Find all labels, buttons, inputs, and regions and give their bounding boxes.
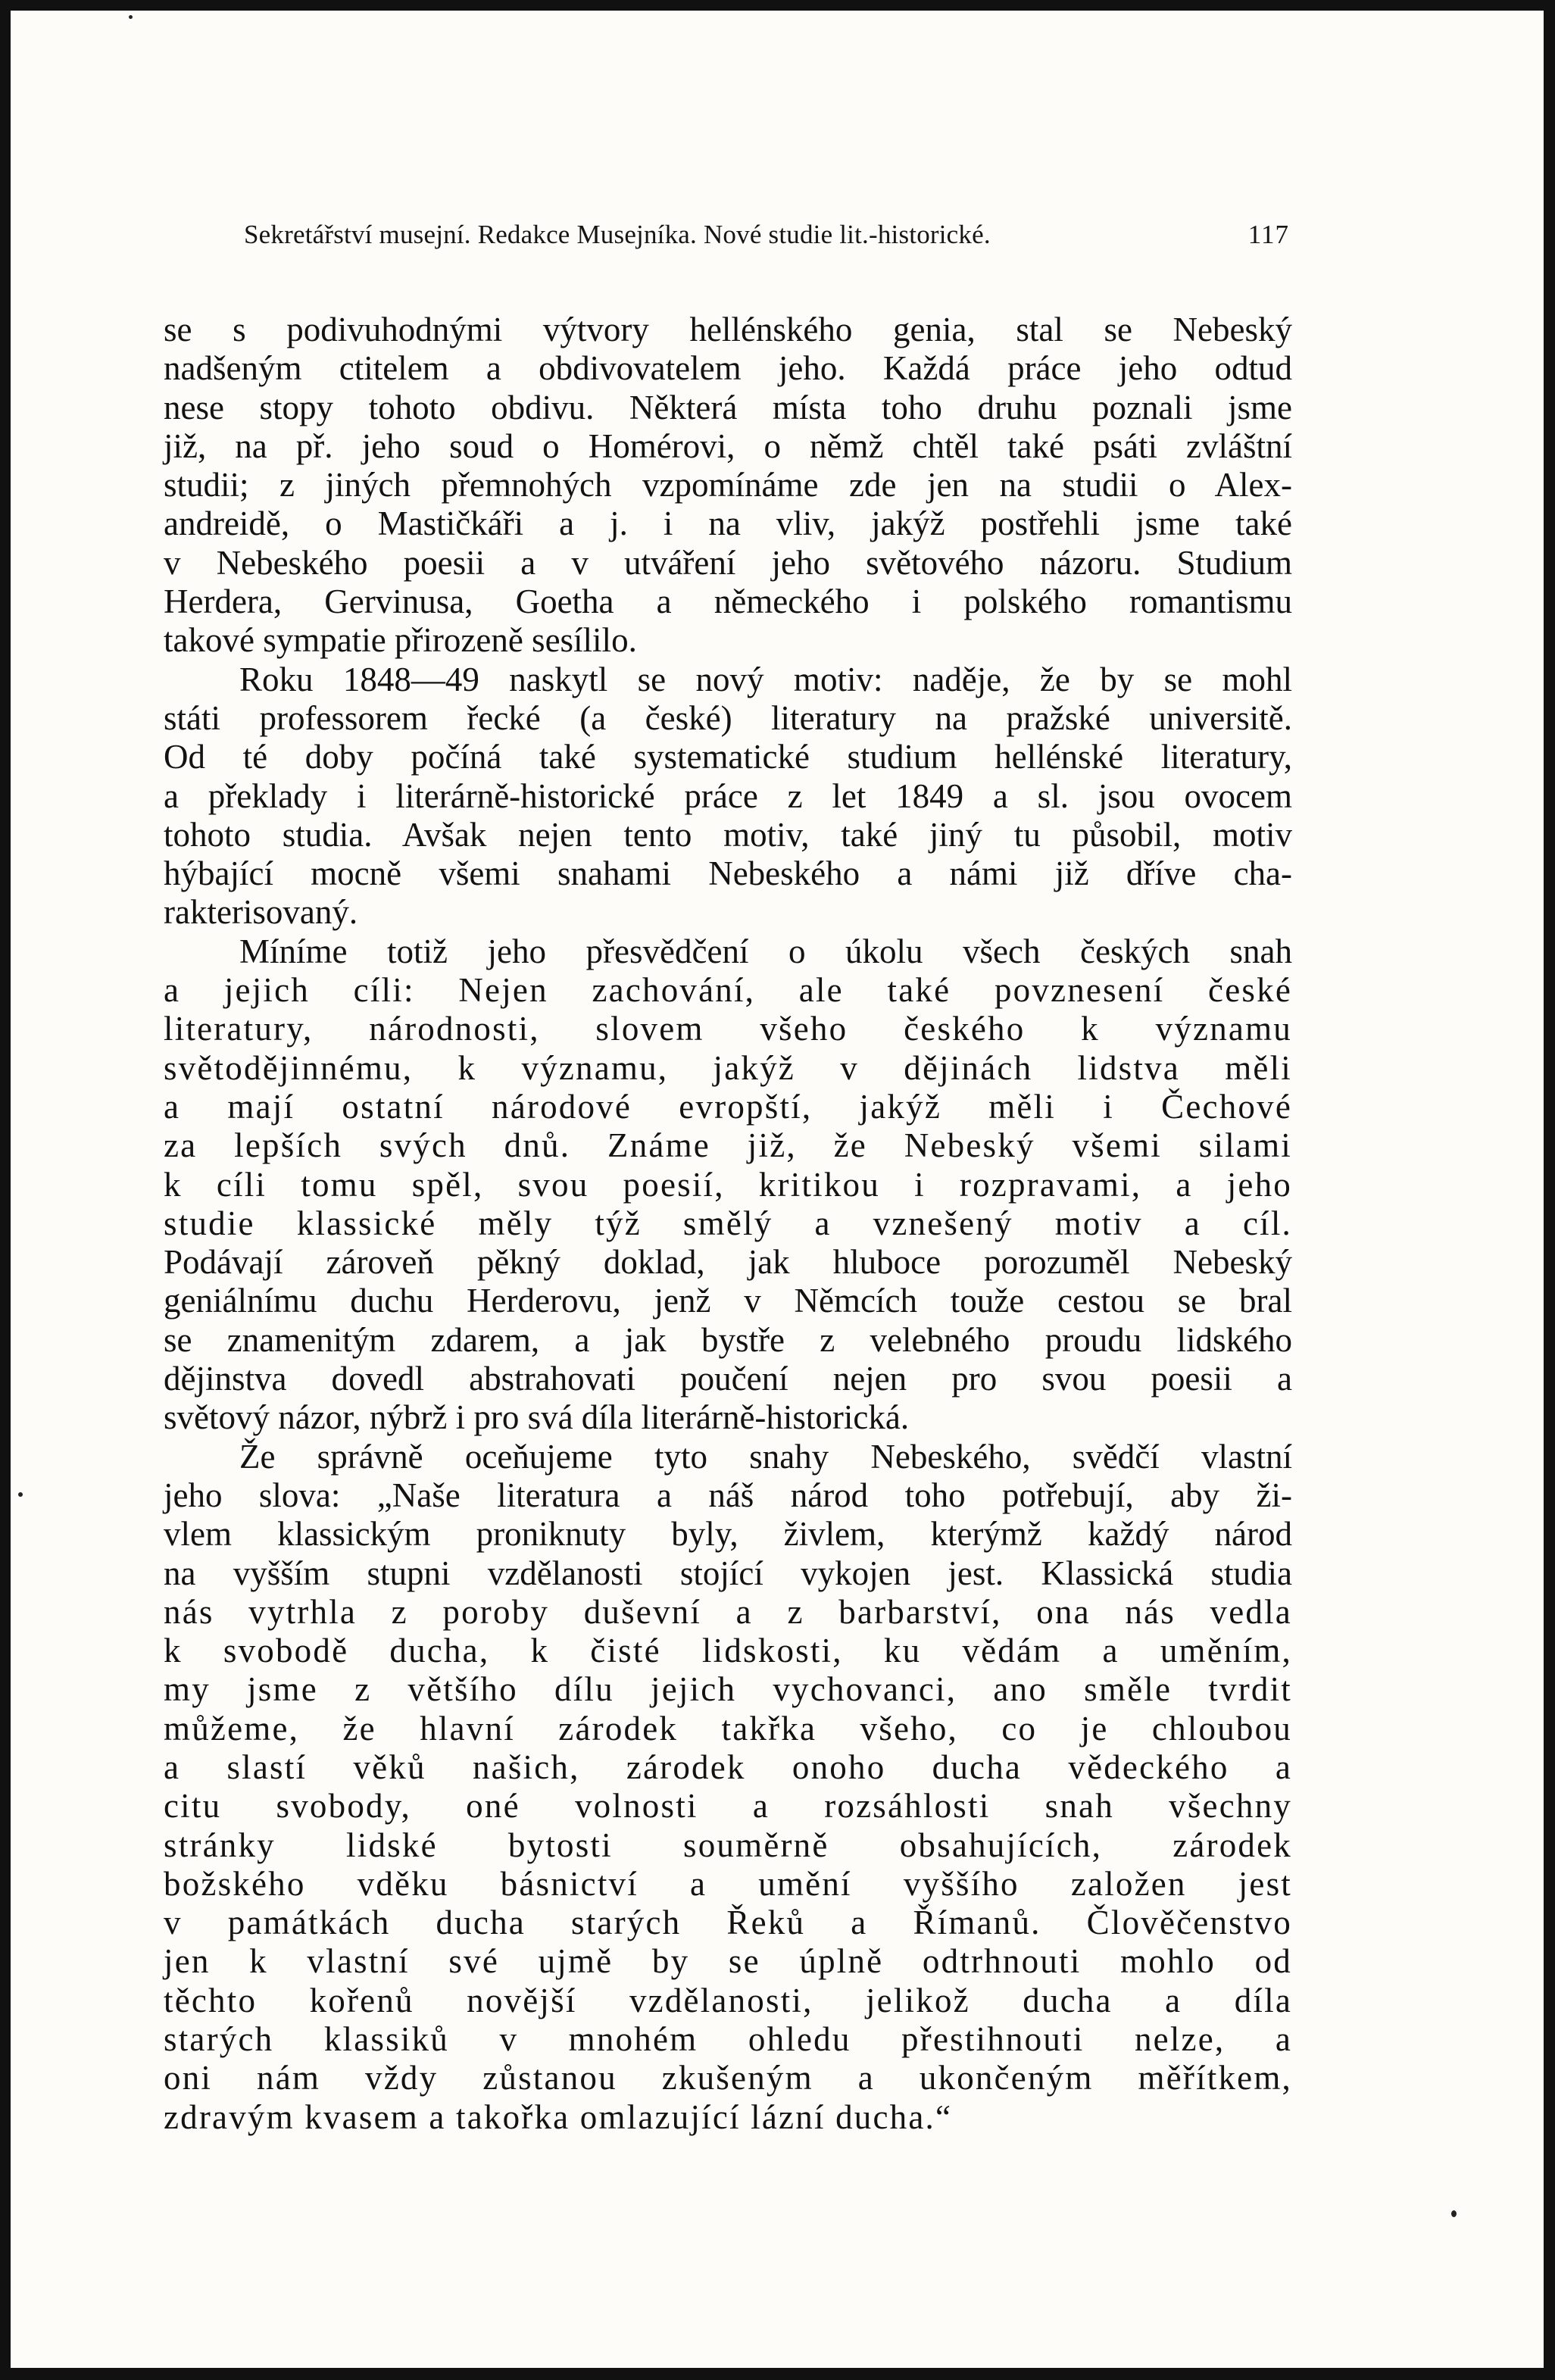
text-line: na vyšším stupni vzdělanosti stojící vykojen jest. Klassická studia [164, 1554, 1292, 1592]
text-line: světodějinnému, k významu, jakýž v dějinách lidstva měli [164, 1048, 1292, 1087]
text-line: státi professorem řecké (a české) literatury na pražské universitě. [164, 698, 1292, 737]
text-line: hýbající mocně všemi snahami Nebeského a námi již dříve cha- [164, 854, 1292, 893]
scan-speck [1451, 2210, 1457, 2217]
text-line: v památkách ducha starých Řeků a Římanů. Člověčenstvo [164, 1904, 1292, 1942]
text-line: k svobodě ducha, k čisté lidskosti, ku vědám a uměním, [164, 1632, 1292, 1670]
text-line: Že správně oceňujeme tyto snahy Nebeského, svědčí vlastní [239, 1437, 1292, 1476]
text-line: my jsme z většího dílu jejich vychovanci, ano směle tvrdit [164, 1670, 1292, 1709]
text-line: Roku 1848—49 naskytl se nový motiv: naděje, že by se mohl [239, 660, 1292, 698]
text-line: studii; z jiných přemnohých vzpomínáme zde jen na studii o Alex- [164, 466, 1292, 504]
paragraph-2 [164, 661, 1292, 932]
text-line: starých klassiků v mnohém ohledu přestihnouti nelze, a [164, 2020, 1292, 2059]
body-text [164, 311, 1292, 2137]
text-line: rakterisovaný. [164, 893, 358, 932]
text-line: dějinstva dovedl abstrahovati poučení nejen pro svou poesii a [164, 1360, 1292, 1398]
running-head [244, 220, 1289, 258]
text-line: geniálnímu duchu Herderovu, jenž v Němcích touže cestou se bral [164, 1282, 1292, 1320]
text-line: andreidě, o Mastičkáři a j. i na vliv, jakýž postřehli jsme také [164, 504, 1292, 543]
text-line: za lepších svých dnů. Známe již, že Nebeský všemi silami [164, 1126, 1292, 1165]
text-line: a mají ostatní národové evropští, jakýž měli i Čechové [164, 1087, 1292, 1126]
text-line: těchto kořenů novější vzdělanosti, jelikož ducha a díla [164, 1981, 1292, 2019]
text-line: a slastí věků našich, zárodek onoho ducha vědeckého a [164, 1748, 1292, 1786]
text-line: Míníme totiž jeho přesvědčení o úkolu všech českých snah [239, 932, 1292, 970]
scan-speck [129, 15, 133, 19]
paragraph-1 [164, 311, 1292, 661]
paragraph-4 [164, 1438, 1292, 2137]
text-line: nadšeným ctitelem a obdivovatelem jeho. Každá práce jeho odtud [164, 349, 1292, 388]
text-line: stránky lidské bytosti souměrně obsahujících, zárodek [164, 1826, 1292, 1864]
text-line: se znamenitým zdarem, a jak bystře z velebného proudu lidského [164, 1320, 1292, 1359]
text-line: a jejich cíli: Nejen zachování, ale také povznesení české [164, 971, 1292, 1010]
text-line: a překlady i literárně-historické práce z let 1849 a sl. jsou ovocem [164, 776, 1292, 815]
text-line: již, na př. jeho soud o Homérovi, o němž chtěl také psáti zvláštní [164, 426, 1292, 465]
text-line: jen k vlastní své ujmě by se úplně odtrhnouti mohlo od [164, 1942, 1292, 1981]
text-line: se s podivuhodnými výtvory hellénského genia, stal se Nebeský [164, 311, 1292, 348]
text-line: světový názor, nýbrž i pro svá díla literárně-historická. [164, 1398, 910, 1437]
scan-speck [18, 1492, 23, 1497]
text-line: Od té doby počíná také systematické studium hellénské literatury, [164, 738, 1292, 776]
text-line: Herdera, Gervinusa, Goetha a německého i polského romantismu [164, 583, 1292, 621]
page-number: 117 [1247, 220, 1289, 249]
running-head-title: Sekretářství musejní. Redakce Musejníka. Nové studie lit.-historické. [244, 220, 991, 249]
text-line: můžeme, že hlavní zárodek takřka všeho, co je chloubou [164, 1709, 1292, 1748]
paragraph-3 [164, 932, 1292, 1438]
text-line: takové sympatie přirozeně sesílilo. [164, 621, 637, 660]
text-line: Podávají zároveň pěkný doklad, jak hluboce porozuměl Nebeský [164, 1243, 1292, 1282]
text-line: nese stopy tohoto obdivu. Některá místa toho druhu poznali jsme [164, 388, 1292, 426]
text-line: k cíli tomu spěl, svou poesií, kritikou i rozpravami, a jeho [164, 1165, 1292, 1204]
text-line: zdravým kvasem a takořka omlazující lázní ducha.“ [164, 2097, 953, 2136]
text-line: nás vytrhla z poroby duševní a z barbarství, ona nás vedla [164, 1592, 1292, 1631]
text-line: jeho slova: „Naše literatura a náš národ toho potřebují, aby ži- [164, 1476, 1292, 1514]
text-line: oni nám vždy zůstanou zkušeným a ukončeným měřítkem, [164, 2059, 1292, 2097]
text-line: tohoto studia. Avšak nejen tento motiv, také jiný tu působil, motiv [164, 815, 1292, 854]
text-line: božského vděku básnictví a umění vyššího založen jest [164, 1864, 1292, 1903]
text-line: v Nebeského poesii a v utváření jeho světového názoru. Studium [164, 543, 1292, 582]
text-line: citu svobody, oné volnosti a rozsáhlosti snah všechny [164, 1787, 1292, 1826]
text-line: studie klassické měly týž smělý a vznešený motiv a cíl. [164, 1204, 1292, 1242]
text-line: literatury, národnosti, slovem všeho českého k významu [164, 1010, 1292, 1048]
text-line: vlem klassickým proniknuty byly, živlem, kterýmž každý národ [164, 1515, 1292, 1554]
